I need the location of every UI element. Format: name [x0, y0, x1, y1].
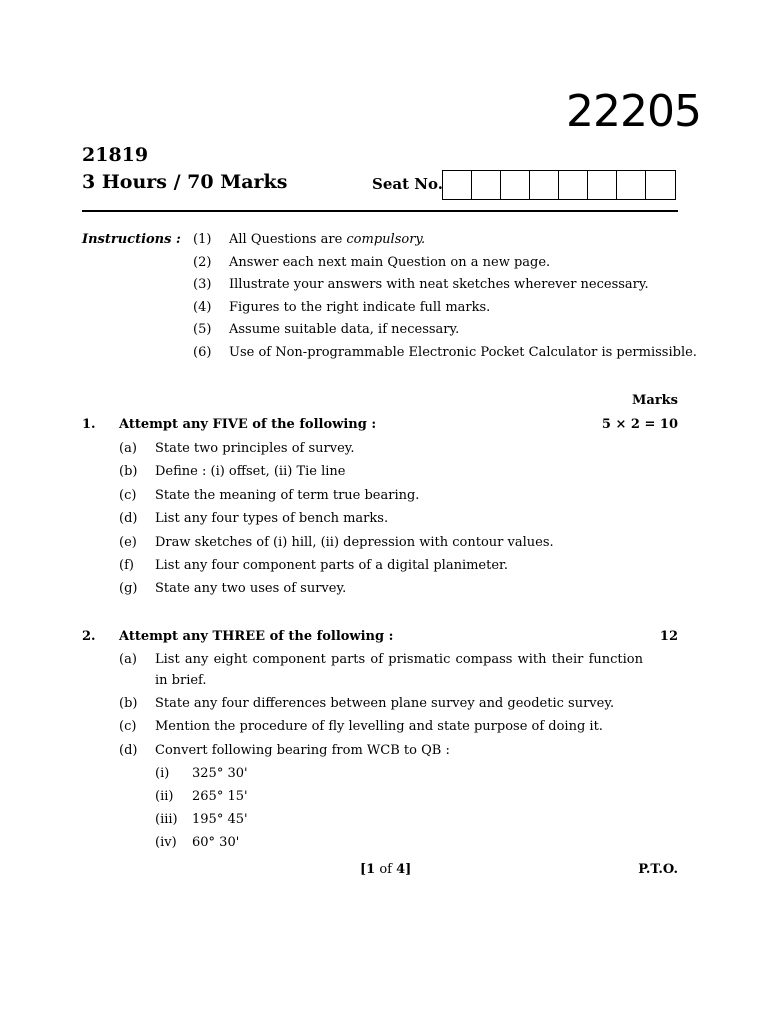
bearing-value: 195° 45' — [192, 812, 248, 827]
instruction-text: Illustrate your answers with neat sketches wherever necessary. — [229, 277, 649, 292]
page-total: 4 — [396, 862, 406, 877]
sub-question-number: (c) — [119, 719, 137, 734]
marks-column-heading: Marks — [632, 393, 678, 408]
seat-number-label: Seat No. — [372, 175, 443, 193]
instruction-emphasis: compulsory. — [346, 232, 426, 247]
please-turn-over: P.T.O. — [638, 862, 678, 877]
header-divider — [82, 210, 678, 212]
bearing-number: (iii) — [155, 812, 178, 827]
sub-question-text: Mention the procedure of fly levelling and state purpose of doing it. — [155, 719, 603, 734]
sub-question-number: (d) — [119, 743, 138, 758]
question-number: 1. — [82, 417, 96, 432]
question-title: Attempt any FIVE of the following : — [119, 417, 377, 432]
seat-box — [501, 171, 530, 199]
sub-question-number: (a) — [119, 441, 137, 456]
sub-question-text: List any four types of bench marks. — [155, 511, 389, 526]
sub-question-text: List any eight component parts of prismatic compass with their function in brief. — [155, 652, 643, 688]
seat-box — [443, 171, 472, 199]
instruction-text: Assume suitable data, if necessary. — [229, 322, 460, 337]
bearing-value: 60° 30' — [192, 835, 240, 850]
sub-question-text: List any four component parts of a digital planimeter. — [155, 558, 508, 573]
instruction-number: (2) — [193, 255, 212, 270]
bearing-value: 325° 30' — [192, 766, 248, 781]
sub-question-text: Define : (i) offset, (ii) Tie line — [155, 464, 346, 479]
instruction-number: (1) — [193, 232, 212, 247]
sub-question-number: (b) — [119, 464, 138, 479]
sub-question-number: (g) — [119, 581, 138, 596]
subject-code: 22205 — [566, 86, 701, 137]
exam-duration: 3 Hours / 70 Marks — [82, 171, 288, 193]
sub-question-number: (e) — [119, 535, 137, 550]
bearing-number: (iv) — [155, 835, 177, 850]
seat-number-boxes — [442, 170, 676, 200]
instruction-number: (4) — [193, 300, 212, 315]
question-title: Attempt any THREE of the following : — [119, 629, 394, 644]
instruction-text: All Questions are compulsory. — [229, 232, 426, 247]
instruction-text: Answer each next main Question on a new page. — [229, 255, 551, 270]
question-number: 2. — [82, 629, 96, 644]
instruction-text: Use of Non-programmable Electronic Pocket Calculator is permissible. — [229, 345, 697, 360]
question-marks: 12 — [659, 629, 678, 644]
bearing-value: 265° 15' — [192, 789, 248, 804]
seat-box — [472, 171, 501, 199]
sub-question-text: State any four differences between plane survey and geodetic survey. — [155, 696, 615, 711]
instruction-number: (3) — [193, 277, 212, 292]
instruction-number: (5) — [193, 322, 212, 337]
instructions-label: Instructions : — [82, 232, 181, 247]
sub-question-number: (c) — [119, 488, 137, 503]
sub-question-text: Draw sketches of (i) hill, (ii) depression with contour values. — [155, 535, 554, 550]
instruction-number: (6) — [193, 345, 212, 360]
page-indicator: [1 of 4] — [360, 862, 412, 877]
sub-question-number: (d) — [119, 511, 138, 526]
sub-question-text: State the meaning of term true bearing. — [155, 488, 420, 503]
sub-question-number: (f) — [119, 558, 134, 573]
sub-question-number: (a) — [119, 652, 137, 667]
paper-code: 21819 — [82, 144, 149, 166]
sub-question-text: State any two uses of survey. — [155, 581, 347, 596]
question-marks: 5 × 2 = 10 — [601, 417, 678, 432]
seat-box — [530, 171, 559, 199]
sub-question-text: Convert following bearing from WCB to QB : — [155, 743, 450, 758]
seat-box — [559, 171, 588, 199]
seat-box — [617, 171, 646, 199]
page-current: 1 — [366, 862, 376, 877]
sub-question-text: State two principles of survey. — [155, 441, 355, 456]
seat-box — [646, 171, 675, 199]
bearing-number: (ii) — [155, 789, 174, 804]
sub-question-number: (b) — [119, 696, 138, 711]
seat-box — [588, 171, 617, 199]
instruction-text: Figures to the right indicate full marks. — [229, 300, 491, 315]
bearing-number: (i) — [155, 766, 170, 781]
